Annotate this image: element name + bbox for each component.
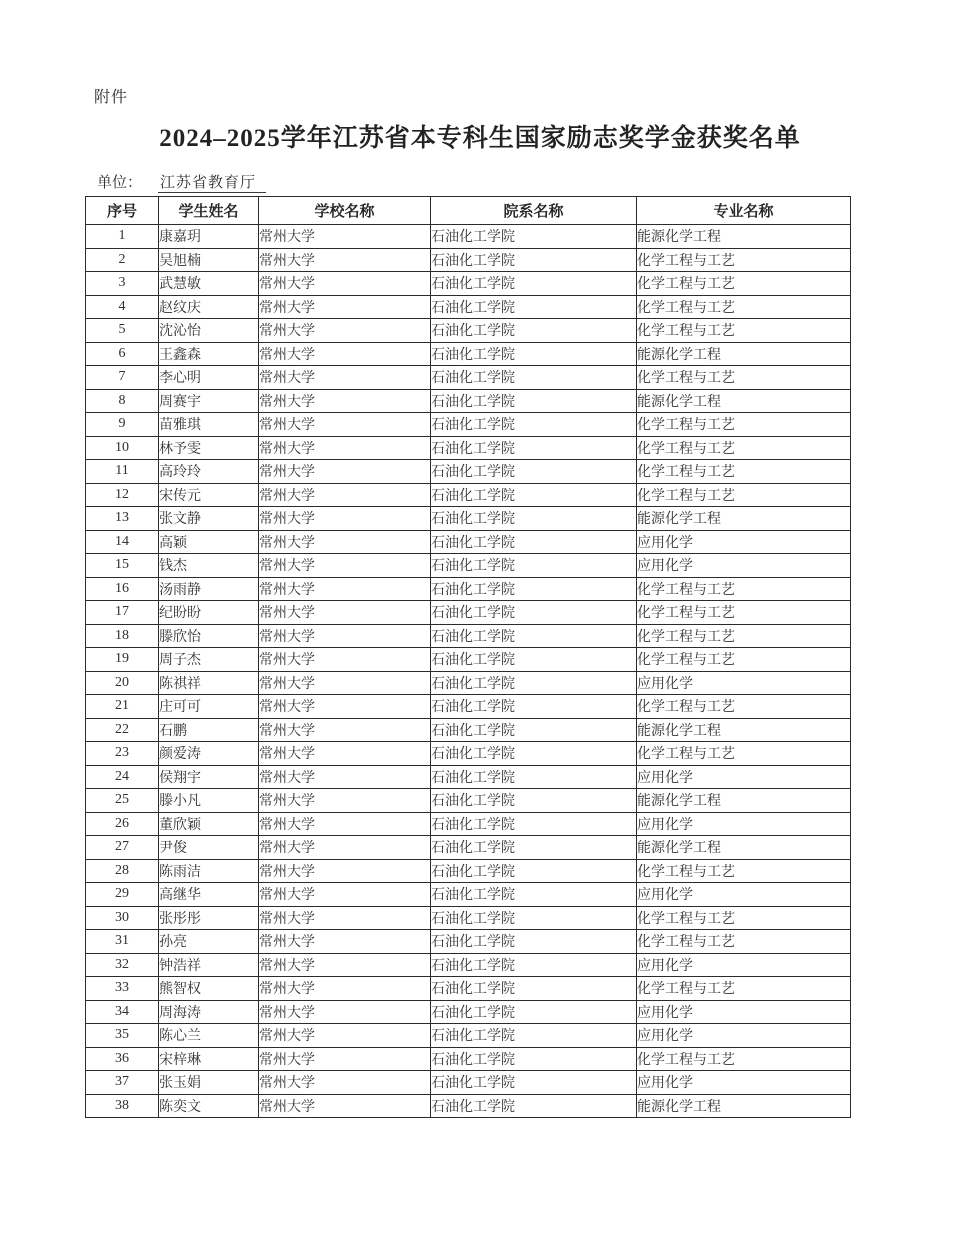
- cell-index: 36: [86, 1047, 159, 1071]
- cell-student_name: 苗雅琪: [159, 413, 259, 437]
- cell-school: 常州大学: [259, 789, 431, 813]
- cell-index: 10: [86, 436, 159, 460]
- cell-school: 常州大学: [259, 389, 431, 413]
- cell-index: 28: [86, 859, 159, 883]
- unit-value: 江苏省教育厅: [158, 175, 266, 193]
- cell-index: 15: [86, 554, 159, 578]
- cell-student_name: 高颖: [159, 530, 259, 554]
- cell-major: 应用化学: [637, 953, 851, 977]
- cell-student_name: 钟浩祥: [159, 953, 259, 977]
- table-row: [86, 977, 851, 1001]
- cell-index: 26: [86, 812, 159, 836]
- cell-index: 14: [86, 530, 159, 554]
- cell-school: 常州大学: [259, 460, 431, 484]
- cell-student_name: 颜爱涛: [159, 742, 259, 766]
- cell-index: 20: [86, 671, 159, 695]
- cell-department: 石油化工学院: [431, 977, 637, 1001]
- cell-index: 1: [86, 225, 159, 249]
- cell-student_name: 陈心兰: [159, 1024, 259, 1048]
- column-header-department: 院系名称: [431, 197, 637, 225]
- cell-index: 13: [86, 507, 159, 531]
- table-row: [86, 883, 851, 907]
- cell-index: 23: [86, 742, 159, 766]
- cell-index: 17: [86, 601, 159, 625]
- table-row: [86, 248, 851, 272]
- cell-school: 常州大学: [259, 530, 431, 554]
- cell-index: 32: [86, 953, 159, 977]
- cell-major: 化学工程与工艺: [637, 577, 851, 601]
- cell-major: 化学工程与工艺: [637, 366, 851, 390]
- cell-department: 石油化工学院: [431, 272, 637, 296]
- table-header-row: [86, 197, 851, 225]
- cell-major: 能源化学工程: [637, 718, 851, 742]
- cell-school: 常州大学: [259, 906, 431, 930]
- cell-major: 化学工程与工艺: [637, 977, 851, 1001]
- cell-school: 常州大学: [259, 1071, 431, 1095]
- cell-major: 应用化学: [637, 812, 851, 836]
- cell-index: 19: [86, 648, 159, 672]
- cell-student_name: 张彤彤: [159, 906, 259, 930]
- cell-index: 29: [86, 883, 159, 907]
- cell-major: 能源化学工程: [637, 1094, 851, 1118]
- cell-index: 37: [86, 1071, 159, 1095]
- cell-major: 能源化学工程: [637, 836, 851, 860]
- cell-student_name: 林予雯: [159, 436, 259, 460]
- table-row: [86, 483, 851, 507]
- cell-major: 化学工程与工艺: [637, 906, 851, 930]
- cell-student_name: 陈雨洁: [159, 859, 259, 883]
- cell-major: 化学工程与工艺: [637, 436, 851, 460]
- cell-major: 应用化学: [637, 883, 851, 907]
- cell-major: 化学工程与工艺: [637, 624, 851, 648]
- cell-student_name: 汤雨静: [159, 577, 259, 601]
- cell-major: 能源化学工程: [637, 342, 851, 366]
- cell-student_name: 高玲玲: [159, 460, 259, 484]
- cell-major: 能源化学工程: [637, 225, 851, 249]
- table-row: [86, 1000, 851, 1024]
- cell-department: 石油化工学院: [431, 577, 637, 601]
- cell-department: 石油化工学院: [431, 859, 637, 883]
- cell-school: 常州大学: [259, 812, 431, 836]
- cell-student_name: 滕小凡: [159, 789, 259, 813]
- cell-index: 5: [86, 319, 159, 343]
- cell-student_name: 武慧敏: [159, 272, 259, 296]
- cell-index: 21: [86, 695, 159, 719]
- unit-label: 单位：: [97, 175, 143, 191]
- cell-student_name: 周赛宇: [159, 389, 259, 413]
- table-row: [86, 554, 851, 578]
- cell-school: 常州大学: [259, 248, 431, 272]
- award-table: [85, 196, 851, 1118]
- cell-department: 石油化工学院: [431, 413, 637, 437]
- cell-department: 石油化工学院: [431, 671, 637, 695]
- cell-student_name: 赵纹庆: [159, 295, 259, 319]
- cell-major: 能源化学工程: [637, 789, 851, 813]
- cell-school: 常州大学: [259, 953, 431, 977]
- table-row: [86, 1094, 851, 1118]
- cell-index: 24: [86, 765, 159, 789]
- cell-department: 石油化工学院: [431, 248, 637, 272]
- cell-department: 石油化工学院: [431, 953, 637, 977]
- table-row: [86, 342, 851, 366]
- cell-student_name: 侯翔宇: [159, 765, 259, 789]
- cell-department: 石油化工学院: [431, 1000, 637, 1024]
- cell-school: 常州大学: [259, 718, 431, 742]
- cell-department: 石油化工学院: [431, 319, 637, 343]
- cell-student_name: 王鑫森: [159, 342, 259, 366]
- cell-school: 常州大学: [259, 413, 431, 437]
- cell-department: 石油化工学院: [431, 530, 637, 554]
- cell-major: 化学工程与工艺: [637, 648, 851, 672]
- cell-department: 石油化工学院: [431, 742, 637, 766]
- cell-student_name: 孙亮: [159, 930, 259, 954]
- cell-major: 化学工程与工艺: [637, 460, 851, 484]
- cell-school: 常州大学: [259, 695, 431, 719]
- cell-school: 常州大学: [259, 883, 431, 907]
- cell-index: 9: [86, 413, 159, 437]
- column-header-major: 专业名称: [637, 197, 851, 225]
- cell-index: 31: [86, 930, 159, 954]
- cell-department: 石油化工学院: [431, 1071, 637, 1095]
- cell-student_name: 石鹏: [159, 718, 259, 742]
- cell-school: 常州大学: [259, 765, 431, 789]
- cell-school: 常州大学: [259, 272, 431, 296]
- table-row: [86, 624, 851, 648]
- cell-major: 应用化学: [637, 554, 851, 578]
- table-row: [86, 648, 851, 672]
- cell-student_name: 钱杰: [159, 554, 259, 578]
- table-row: [86, 812, 851, 836]
- cell-index: 3: [86, 272, 159, 296]
- cell-major: 化学工程与工艺: [637, 319, 851, 343]
- cell-school: 常州大学: [259, 319, 431, 343]
- table-row: [86, 413, 851, 437]
- cell-department: 石油化工学院: [431, 483, 637, 507]
- cell-major: 能源化学工程: [637, 389, 851, 413]
- cell-student_name: 沈沁怡: [159, 319, 259, 343]
- cell-major: 化学工程与工艺: [637, 248, 851, 272]
- cell-school: 常州大学: [259, 366, 431, 390]
- cell-major: 化学工程与工艺: [637, 483, 851, 507]
- cell-index: 18: [86, 624, 159, 648]
- table-row: [86, 319, 851, 343]
- cell-department: 石油化工学院: [431, 695, 637, 719]
- cell-index: 27: [86, 836, 159, 860]
- table-row: [86, 530, 851, 554]
- page-title: 2024–2025学年江苏省本专科生国家励志奖学金获奖名单: [159, 125, 801, 152]
- unit-line: [97, 171, 266, 192]
- cell-department: 石油化工学院: [431, 718, 637, 742]
- table-row: [86, 295, 851, 319]
- cell-index: 2: [86, 248, 159, 272]
- cell-school: 常州大学: [259, 836, 431, 860]
- cell-student_name: 陈奕文: [159, 1094, 259, 1118]
- cell-department: 石油化工学院: [431, 789, 637, 813]
- table-row: [86, 859, 851, 883]
- cell-department: 石油化工学院: [431, 460, 637, 484]
- cell-department: 石油化工学院: [431, 812, 637, 836]
- table-row: [86, 1024, 851, 1048]
- cell-department: 石油化工学院: [431, 648, 637, 672]
- cell-department: 石油化工学院: [431, 389, 637, 413]
- column-header-index: 序号: [86, 197, 159, 225]
- cell-major: 化学工程与工艺: [637, 930, 851, 954]
- cell-major: 化学工程与工艺: [637, 272, 851, 296]
- cell-major: 化学工程与工艺: [637, 295, 851, 319]
- cell-major: 化学工程与工艺: [637, 413, 851, 437]
- cell-student_name: 周海涛: [159, 1000, 259, 1024]
- cell-school: 常州大学: [259, 859, 431, 883]
- table-row: [86, 718, 851, 742]
- cell-department: 石油化工学院: [431, 436, 637, 460]
- cell-index: 8: [86, 389, 159, 413]
- cell-student_name: 张玉娟: [159, 1071, 259, 1095]
- cell-index: 4: [86, 295, 159, 319]
- cell-school: 常州大学: [259, 624, 431, 648]
- cell-index: 25: [86, 789, 159, 813]
- table-row: [86, 836, 851, 860]
- cell-index: 35: [86, 1024, 159, 1048]
- table-row: [86, 601, 851, 625]
- cell-school: 常州大学: [259, 483, 431, 507]
- cell-school: 常州大学: [259, 1024, 431, 1048]
- cell-student_name: 庄可可: [159, 695, 259, 719]
- table-row: [86, 953, 851, 977]
- cell-student_name: 陈祺祥: [159, 671, 259, 695]
- cell-school: 常州大学: [259, 1094, 431, 1118]
- table-body: [86, 225, 851, 1118]
- table-row: [86, 577, 851, 601]
- column-header-student_name: 学生姓名: [159, 197, 259, 225]
- table-row: [86, 272, 851, 296]
- cell-major: 化学工程与工艺: [637, 859, 851, 883]
- cell-major: 能源化学工程: [637, 507, 851, 531]
- cell-major: 应用化学: [637, 1024, 851, 1048]
- cell-index: 11: [86, 460, 159, 484]
- cell-department: 石油化工学院: [431, 906, 637, 930]
- table-row: [86, 389, 851, 413]
- cell-index: 34: [86, 1000, 159, 1024]
- cell-school: 常州大学: [259, 342, 431, 366]
- cell-student_name: 李心明: [159, 366, 259, 390]
- cell-school: 常州大学: [259, 436, 431, 460]
- cell-department: 石油化工学院: [431, 1024, 637, 1048]
- cell-school: 常州大学: [259, 554, 431, 578]
- cell-major: 化学工程与工艺: [637, 695, 851, 719]
- cell-department: 石油化工学院: [431, 601, 637, 625]
- cell-department: 石油化工学院: [431, 836, 637, 860]
- cell-school: 常州大学: [259, 930, 431, 954]
- cell-student_name: 康嘉玥: [159, 225, 259, 249]
- column-header-school: 学校名称: [259, 197, 431, 225]
- cell-index: 30: [86, 906, 159, 930]
- cell-index: 38: [86, 1094, 159, 1118]
- cell-department: 石油化工学院: [431, 225, 637, 249]
- cell-school: 常州大学: [259, 507, 431, 531]
- cell-student_name: 尹俊: [159, 836, 259, 860]
- cell-index: 22: [86, 718, 159, 742]
- cell-school: 常州大学: [259, 648, 431, 672]
- cell-school: 常州大学: [259, 295, 431, 319]
- cell-school: 常州大学: [259, 577, 431, 601]
- cell-school: 常州大学: [259, 742, 431, 766]
- cell-school: 常州大学: [259, 1000, 431, 1024]
- table-row: [86, 789, 851, 813]
- cell-student_name: 宋传元: [159, 483, 259, 507]
- cell-major: 应用化学: [637, 530, 851, 554]
- cell-school: 常州大学: [259, 601, 431, 625]
- cell-major: 应用化学: [637, 1000, 851, 1024]
- cell-department: 石油化工学院: [431, 366, 637, 390]
- cell-department: 石油化工学院: [431, 342, 637, 366]
- table-row: [86, 695, 851, 719]
- table-row: [86, 225, 851, 249]
- cell-student_name: 熊智权: [159, 977, 259, 1001]
- cell-major: 应用化学: [637, 1071, 851, 1095]
- cell-department: 石油化工学院: [431, 883, 637, 907]
- table-row: [86, 742, 851, 766]
- cell-department: 石油化工学院: [431, 624, 637, 648]
- cell-major: 应用化学: [637, 765, 851, 789]
- cell-school: 常州大学: [259, 225, 431, 249]
- cell-department: 石油化工学院: [431, 765, 637, 789]
- cell-department: 石油化工学院: [431, 1094, 637, 1118]
- table-row: [86, 906, 851, 930]
- cell-school: 常州大学: [259, 671, 431, 695]
- cell-student_name: 张文静: [159, 507, 259, 531]
- cell-department: 石油化工学院: [431, 295, 637, 319]
- table-row: [86, 1071, 851, 1095]
- table-row: [86, 366, 851, 390]
- cell-index: 33: [86, 977, 159, 1001]
- table-head: [86, 197, 851, 225]
- cell-department: 石油化工学院: [431, 554, 637, 578]
- cell-department: 石油化工学院: [431, 507, 637, 531]
- cell-school: 常州大学: [259, 1047, 431, 1071]
- cell-major: 化学工程与工艺: [637, 1047, 851, 1071]
- cell-department: 石油化工学院: [431, 930, 637, 954]
- cell-major: 化学工程与工艺: [637, 742, 851, 766]
- cell-student_name: 周子杰: [159, 648, 259, 672]
- table-row: [86, 460, 851, 484]
- cell-major: 应用化学: [637, 671, 851, 695]
- cell-index: 7: [86, 366, 159, 390]
- table-row: [86, 507, 851, 531]
- cell-student_name: 滕欣怡: [159, 624, 259, 648]
- cell-index: 16: [86, 577, 159, 601]
- cell-department: 石油化工学院: [431, 1047, 637, 1071]
- cell-index: 12: [86, 483, 159, 507]
- table-row: [86, 436, 851, 460]
- cell-index: 6: [86, 342, 159, 366]
- cell-student_name: 吴旭楠: [159, 248, 259, 272]
- table-row: [86, 671, 851, 695]
- attachment-label: 附件: [94, 89, 129, 106]
- table-row: [86, 765, 851, 789]
- cell-student_name: 宋梓琳: [159, 1047, 259, 1071]
- cell-student_name: 高继华: [159, 883, 259, 907]
- cell-school: 常州大学: [259, 977, 431, 1001]
- cell-student_name: 董欣颖: [159, 812, 259, 836]
- cell-major: 化学工程与工艺: [637, 601, 851, 625]
- table-row: [86, 1047, 851, 1071]
- table-row: [86, 930, 851, 954]
- cell-student_name: 纪盼盼: [159, 601, 259, 625]
